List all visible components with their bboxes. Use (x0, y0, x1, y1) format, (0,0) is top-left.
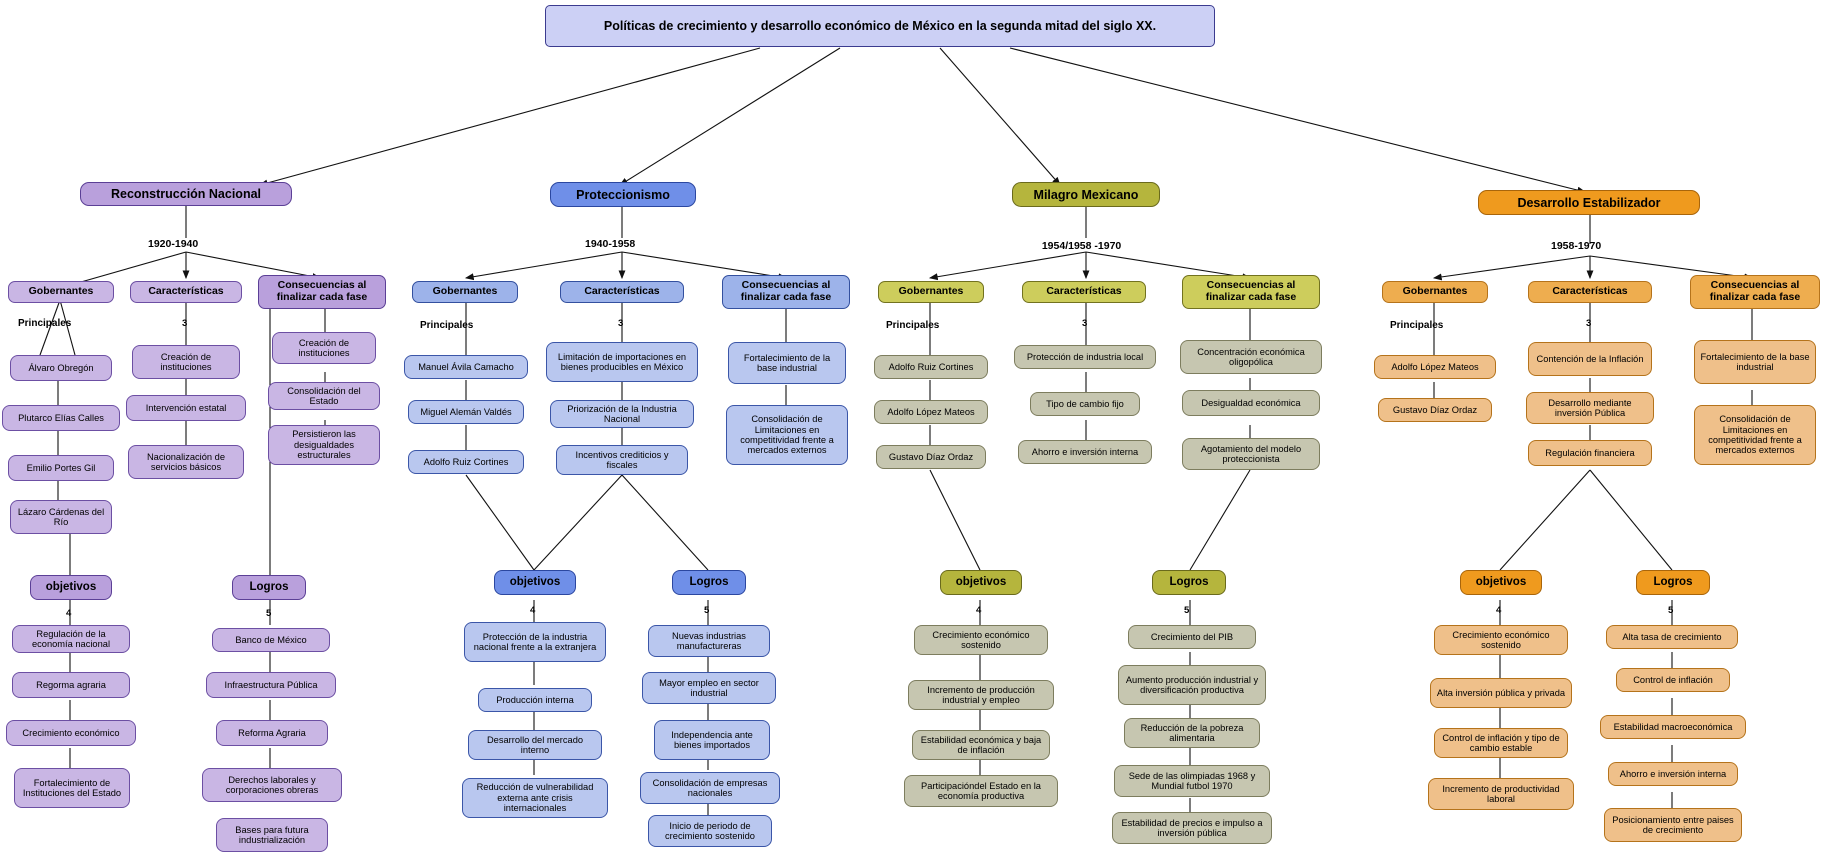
objetivos-header-4[interactable]: objetivos (1460, 570, 1542, 595)
list-item: Infraestructura Pública (206, 672, 336, 698)
list-item: Alta inversión pública y privada (1430, 678, 1572, 708)
list-item: Creación de instituciones (132, 345, 240, 379)
objetivos-count-4: 4 (1496, 605, 1502, 616)
logros-header-2[interactable]: Logros (672, 570, 746, 595)
column-header-gobernantes-3[interactable]: Gobernantes (878, 281, 984, 303)
logros-count-2: 5 (704, 605, 710, 616)
column-header-caracteristicas-4[interactable]: Características (1528, 281, 1652, 303)
branch-title: Reconstrucción Nacional (110, 187, 262, 201)
list-item: Protección de la industria nacional frente a la extranjera (464, 622, 606, 662)
list-item: Limitación de importaciones en bienes producibles en México (546, 342, 698, 382)
list-item: Reducción de la pobreza alimentaria (1124, 718, 1260, 748)
list-item: Incentivos crediticios y fiscales (556, 445, 688, 475)
list-item: Lázaro Cárdenas del Río (10, 500, 112, 534)
note-principales-4: Principales (1390, 320, 1444, 331)
count-caracteristicas-2: 3 (618, 318, 624, 329)
count-caracteristicas-4: 3 (1586, 318, 1592, 329)
column-header-gobernantes-1[interactable]: Gobernantes (8, 281, 114, 303)
list-item: Regulación financiera (1528, 440, 1652, 466)
list-item: Fortalecimiento de Instituciones del Estado (14, 768, 130, 808)
column-header-caracteristicas-3[interactable]: Características (1022, 281, 1146, 303)
list-item: Consolidación de Limitaciones en competitividad frente a mercados externos (1694, 405, 1816, 465)
branch-title: Milagro Mexicano (1033, 187, 1139, 202)
list-item: Fortalecimiento de la base industrial (728, 342, 846, 384)
list-item: Gustavo Díaz Ordaz (876, 445, 986, 469)
note-principales-1: Principales (18, 318, 72, 329)
map-title-text: Políticas de crecimiento y desarrollo económico de México en la segunda mitad del siglo XX. (603, 19, 1157, 33)
list-item: Banco de México (212, 628, 330, 652)
branch-header-reconstruccion[interactable] (80, 182, 292, 206)
list-item: Crecimiento económico sostenido (914, 625, 1048, 655)
list-item: Estabilidad macroeconómica (1600, 715, 1746, 739)
list-item: Estabilidad de precios e impulso a inversión pública (1112, 812, 1272, 844)
list-item: Desarrollo mediante inversión Pública (1526, 392, 1654, 424)
list-item: Adolfo López Mateos (1374, 355, 1496, 379)
list-item: Tipo de cambio fijo (1030, 392, 1140, 416)
list-item: Regulación de la economía nacional (12, 625, 130, 653)
branch-header-proteccionismo[interactable] (550, 182, 696, 207)
objetivos-count-2: 4 (530, 605, 536, 616)
column-header-consecuencias-2[interactable]: Consecuencias al finalizar cada fase (722, 275, 850, 309)
list-item: Adolfo López Mateos (874, 400, 988, 424)
list-item: Protección de industria local (1014, 345, 1156, 369)
column-header-gobernantes-2[interactable]: Gobernantes (412, 281, 518, 303)
list-item: Alta tasa de crecimiento (1606, 625, 1738, 649)
list-item: Manuel Ávila Camacho (404, 355, 528, 379)
period-label-reconstruccion: 1920-1940 (148, 238, 199, 250)
list-item: Derechos laborales y corporaciones obreras (202, 768, 342, 802)
list-item: Persistieron las desigualdades estructurales (268, 425, 380, 465)
count-caracteristicas-3: 3 (1082, 318, 1088, 329)
logros-header-4[interactable]: Logros (1636, 570, 1710, 595)
list-item: Desarrollo del mercado interno (468, 730, 602, 760)
column-header-gobernantes-4[interactable]: Gobernantes (1382, 281, 1488, 303)
list-item: Ahorro e inversión interna (1608, 762, 1738, 786)
column-header-consecuencias-4[interactable]: Consecuencias al finalizar cada fase (1690, 275, 1820, 309)
list-item: Estabilidad económica y baja de inflación (912, 730, 1050, 760)
list-item: Reducción de vulnerabilidad externa ante crisis internacionales (462, 778, 608, 818)
list-item: Adolfo Ruiz Cortines (874, 355, 988, 379)
note-principales-2: Principales (420, 320, 474, 331)
branch-header-estabilizador[interactable] (1478, 190, 1700, 215)
logros-header-3[interactable]: Logros (1152, 570, 1226, 595)
objetivos-header-3[interactable]: objetivos (940, 570, 1022, 595)
list-item: Adolfo Ruiz Cortines (408, 450, 524, 474)
list-item: Inicio de periodo de crecimiento sostenido (648, 815, 772, 847)
list-item: Intervención estatal (126, 395, 246, 421)
list-item: Control de inflación y tipo de cambio estable (1434, 728, 1568, 758)
column-header-caracteristicas-2[interactable]: Características (560, 281, 684, 303)
list-item: Consolidación de Limitaciones en competitividad frente a mercados externos (726, 405, 848, 465)
list-item: Agotamiento del modelo proteccionista (1182, 438, 1320, 470)
list-item: Priorización de la Industria Nacional (550, 400, 694, 428)
note-principales-3: Principales (886, 320, 940, 331)
list-item: Nuevas industrias manufactureras (648, 625, 770, 657)
list-item: Consolidación del Estado (268, 382, 380, 410)
list-item: Bases para futura industrialización (216, 818, 328, 852)
list-item: Independencia ante bienes importados (654, 720, 770, 760)
list-item: Álvaro Obregón (10, 355, 112, 381)
period-label-estabilizador: 1958-1970 (1551, 240, 1602, 252)
list-item: Concentración económica oligopólica (1180, 340, 1322, 374)
list-item: Crecimiento económico (6, 720, 136, 746)
list-item: Sede de las olimpiadas 1968 y Mundial futbol 1970 (1114, 765, 1270, 797)
list-item: Creación de instituciones (272, 332, 376, 364)
logros-header-1[interactable]: Logros (232, 575, 306, 600)
objetivos-header-2[interactable]: objetivos (494, 570, 576, 595)
list-item: Fortalecimiento de la base industrial (1694, 340, 1816, 384)
list-item: Emilio Portes Gil (8, 455, 114, 481)
list-item: Contención de la Inflación (1528, 342, 1652, 376)
list-item: Incremento de producción industrial y empleo (908, 680, 1054, 710)
objetivos-count-3: 4 (976, 605, 982, 616)
list-item: Plutarco Elías Calles (2, 405, 120, 431)
period-label-milagro: 1954/1958 -1970 (1041, 240, 1122, 252)
branch-title: Desarrollo Estabilizador (1517, 195, 1661, 210)
list-item: Miguel Alemán Valdés (408, 400, 524, 424)
list-item: Participacióndel Estado en la economía productiva (904, 775, 1058, 807)
count-caracteristicas-1: 3 (182, 318, 188, 329)
list-item: Posicionamiento entre paises de crecimiento (1604, 808, 1742, 842)
column-header-consecuencias-3[interactable]: Consecuencias al finalizar cada fase (1182, 275, 1320, 309)
objetivos-header-1[interactable]: objetivos (30, 575, 112, 600)
objetivos-count-1: 4 (66, 608, 72, 619)
logros-count-3: 5 (1184, 605, 1190, 616)
list-item: Incremento de productividad laboral (1428, 778, 1574, 810)
list-item: Mayor empleo en sector industrial (642, 672, 776, 704)
list-item: Aumento producción industrial y diversificación productiva (1118, 665, 1266, 705)
column-header-consecuencias-1[interactable]: Consecuencias al finalizar cada fase (258, 275, 386, 309)
list-item: Control de inflación (1616, 668, 1730, 692)
column-header-caracteristicas-1[interactable]: Características (130, 281, 242, 303)
list-item: Reforma Agraria (216, 720, 328, 746)
list-item: Consolidación de empresas nacionales (640, 772, 780, 804)
list-item: Desigualdad económica (1182, 390, 1320, 416)
list-item: Crecimiento económico sostenido (1434, 625, 1568, 655)
logros-count-4: 5 (1668, 605, 1674, 616)
list-item: Nacionalización de servicios básicos (128, 445, 244, 479)
list-item: Crecimiento del PIB (1128, 625, 1256, 649)
branch-title: Proteccionismo (576, 187, 670, 202)
period-label-proteccionismo: 1940-1958 (585, 238, 636, 250)
list-item: Ahorro e inversión interna (1018, 440, 1152, 464)
logros-count-1: 5 (266, 608, 272, 619)
branch-header-milagro[interactable] (1012, 182, 1160, 207)
list-item: Producción interna (478, 688, 592, 712)
list-item: Regorma agraria (12, 672, 130, 698)
list-item: Gustavo Díaz Ordaz (1378, 398, 1492, 422)
map-title (545, 5, 1215, 47)
